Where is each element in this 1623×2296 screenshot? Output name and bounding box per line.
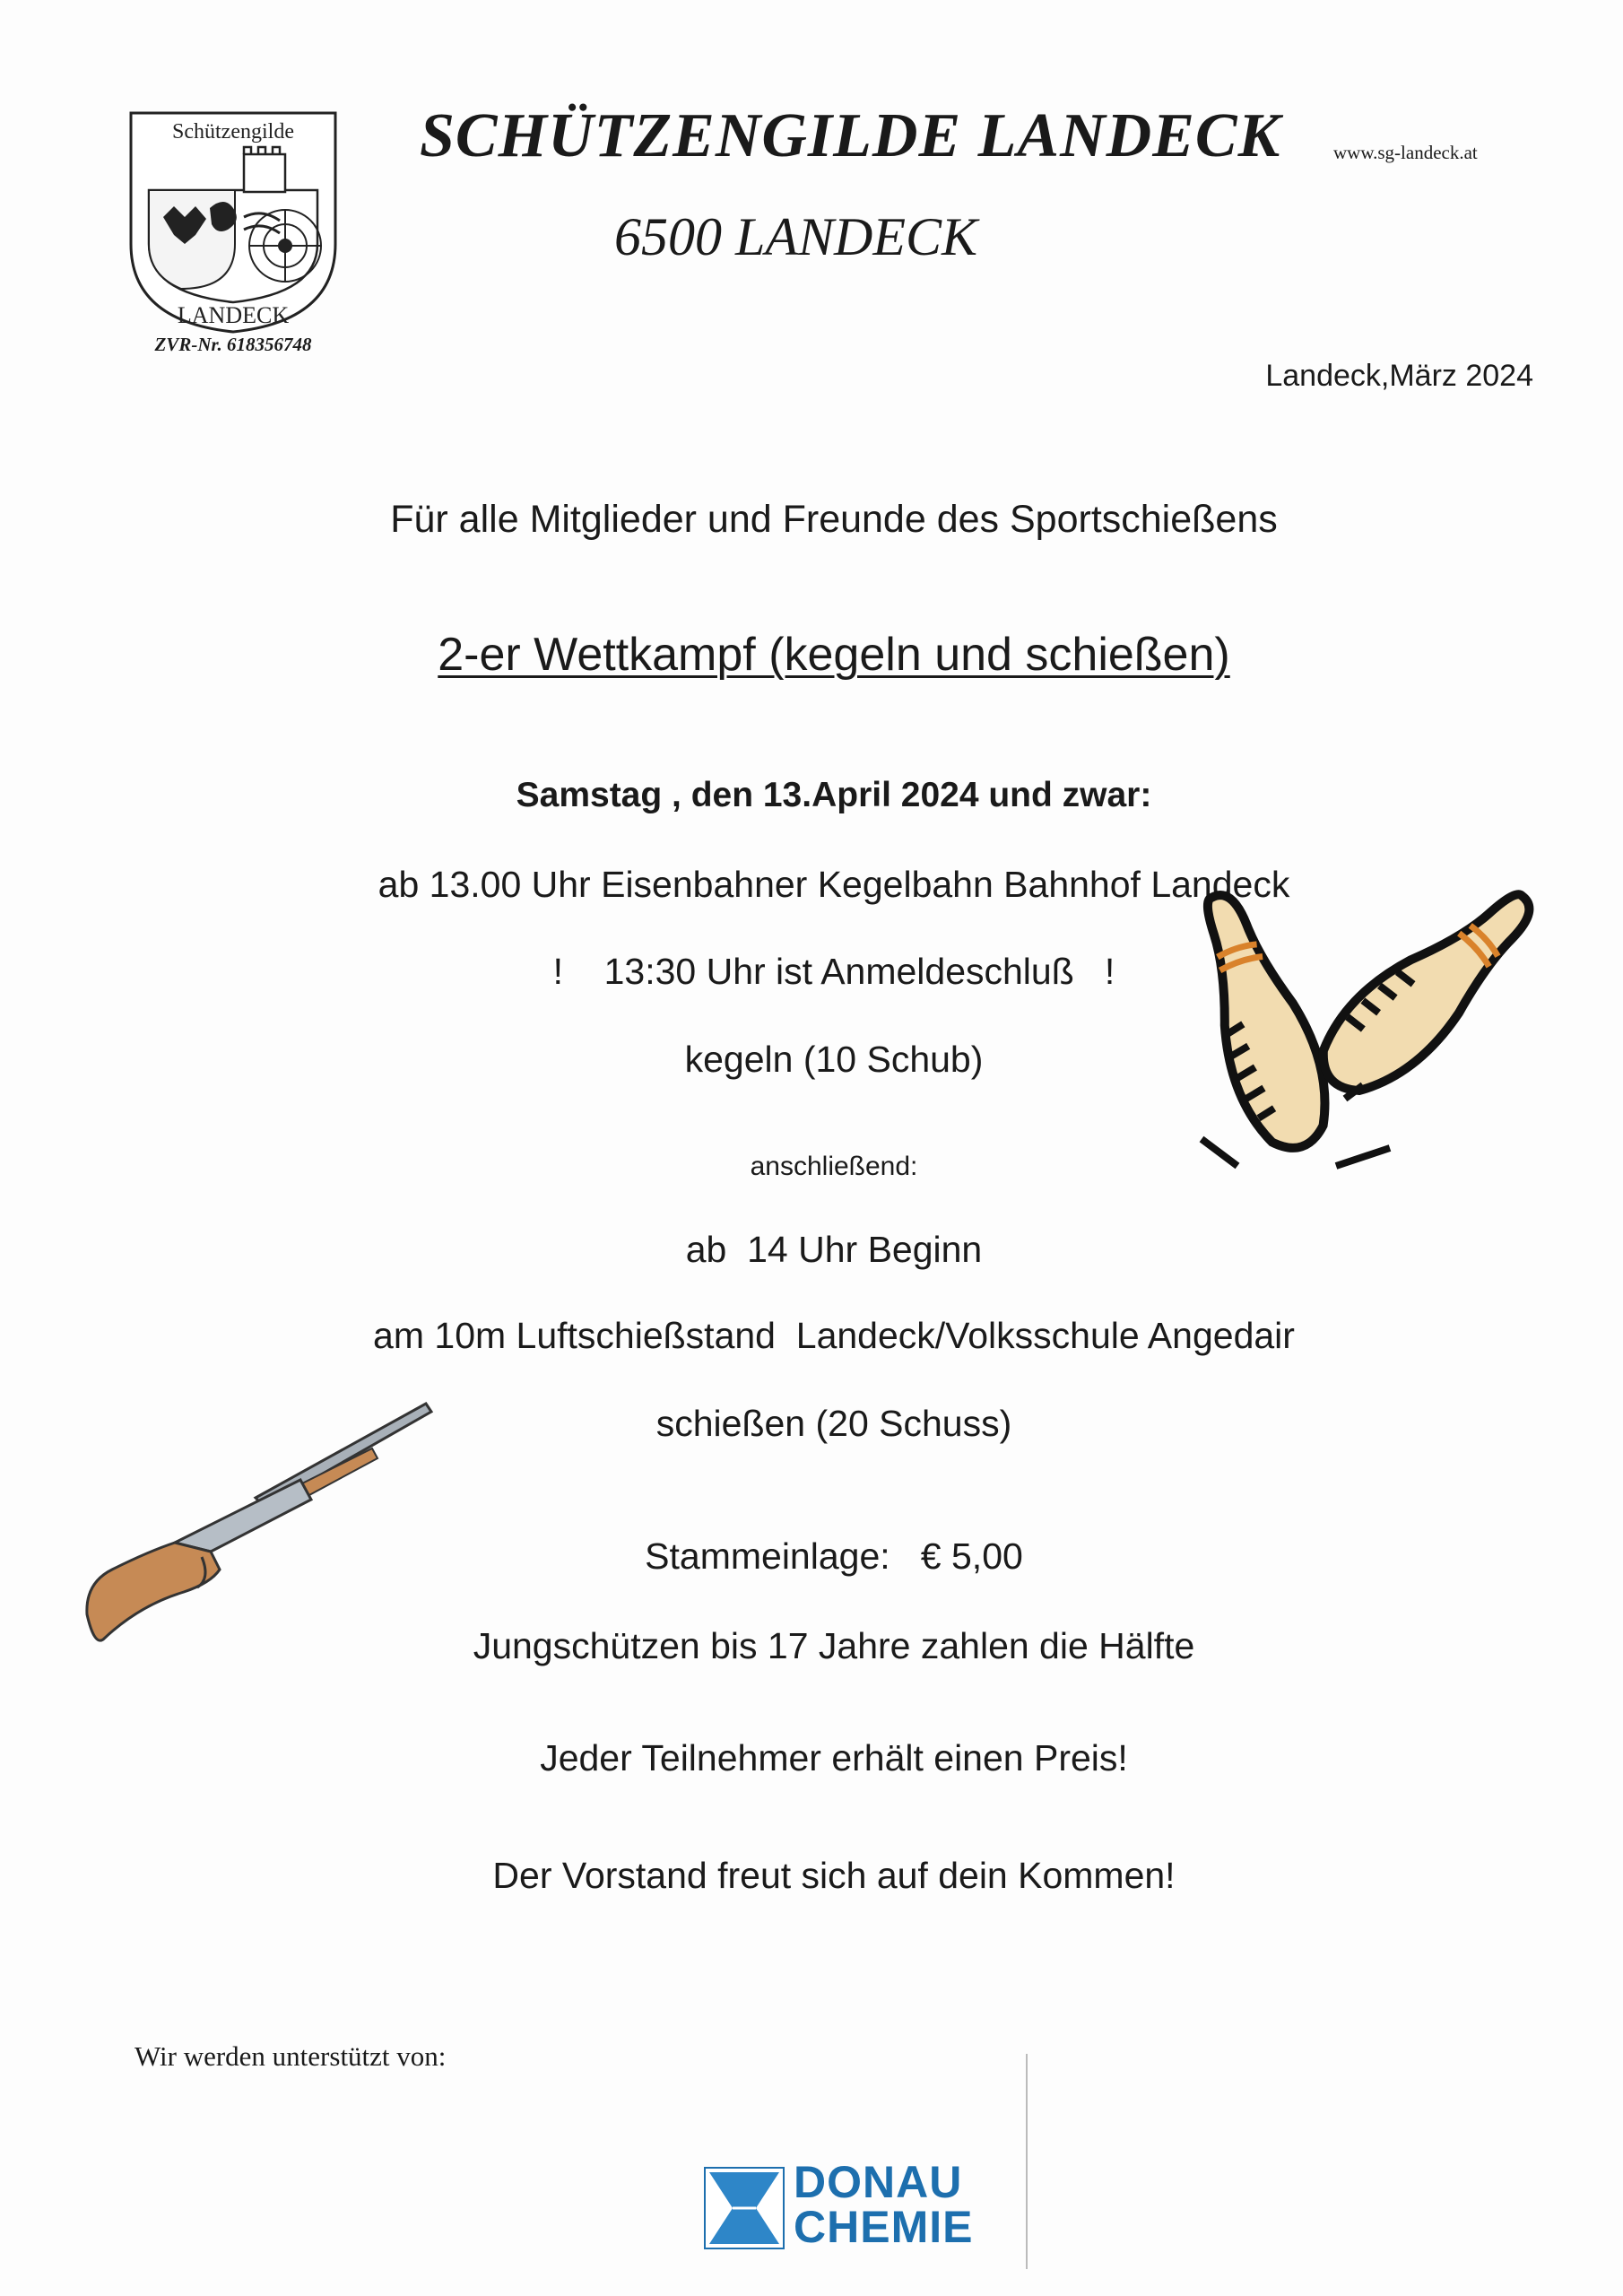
org-name: SCHÜTZENGILDE LANDECK — [420, 101, 1281, 170]
sponsor-label: Wir werden unterstützt von: — [135, 2040, 447, 2072]
website: www.sg-landeck.at — [1333, 142, 1478, 163]
document-date: Landeck,März 2024 — [1265, 359, 1533, 393]
club-logo — [127, 109, 339, 335]
shooting-club-crest-icon — [127, 109, 339, 335]
sponsor-name-line2: CHEMIE — [794, 2202, 974, 2252]
donau-chemie-logo-icon — [704, 2167, 785, 2249]
schiessstand-line: am 10m Luftschießstand Landeck/Volksschule Angedair — [373, 1315, 1295, 1356]
sponsor-divider — [1026, 2054, 1028, 2269]
preis-line: Jeder Teilnehmer erhält einen Preis! — [540, 1737, 1128, 1779]
audience-line: Für alle Mitglieder und Freunde des Sportschießens — [390, 498, 1278, 541]
sponsor-logo — [704, 2157, 1009, 2253]
event-title — [0, 628, 1623, 682]
beginn-line: ab 14 Uhr Beginn — [685, 1229, 983, 1270]
event-title-text: 2-er Wettkampf (kegeln und schießen) — [438, 629, 1230, 681]
jungschuetzen-line: Jungschützen bis 17 Jahre zahlen die Hälfte — [473, 1625, 1195, 1666]
event-date: Samstag , den 13.April 2024 und zwar: — [516, 776, 1152, 814]
schiessen-line: schießen (20 Schuss) — [655, 1403, 1012, 1444]
logo-bottom-text: LANDECK — [177, 302, 290, 328]
bowling-pins-icon — [1166, 870, 1542, 1184]
registration-number: ZVR-Nr. 618356748 — [154, 334, 312, 355]
logo-top-text: Schützengilde — [172, 120, 294, 144]
kegelbahn-line: ab 13.00 Uhr Eisenbahner Kegelbahn Bahnhof Landeck — [378, 864, 1290, 905]
registration-deadline: ! 13:30 Uhr ist Anmeldeschluß ! — [552, 951, 1115, 992]
sponsor-name — [794, 2157, 974, 2252]
anschliessend-line: anschließend: — [750, 1152, 918, 1181]
air-rifle-icon — [76, 1399, 435, 1650]
sponsor-name-line1: DONAU — [794, 2157, 963, 2207]
kegeln-line: kegeln (10 Schub) — [684, 1039, 984, 1080]
vorstand-line: Der Vorstand freut sich auf dein Kommen! — [492, 1855, 1176, 1896]
org-city: 6500 LANDECK — [614, 207, 978, 266]
stammeinlage-line: Stammeinlage: € 5,00 — [645, 1535, 1023, 1577]
